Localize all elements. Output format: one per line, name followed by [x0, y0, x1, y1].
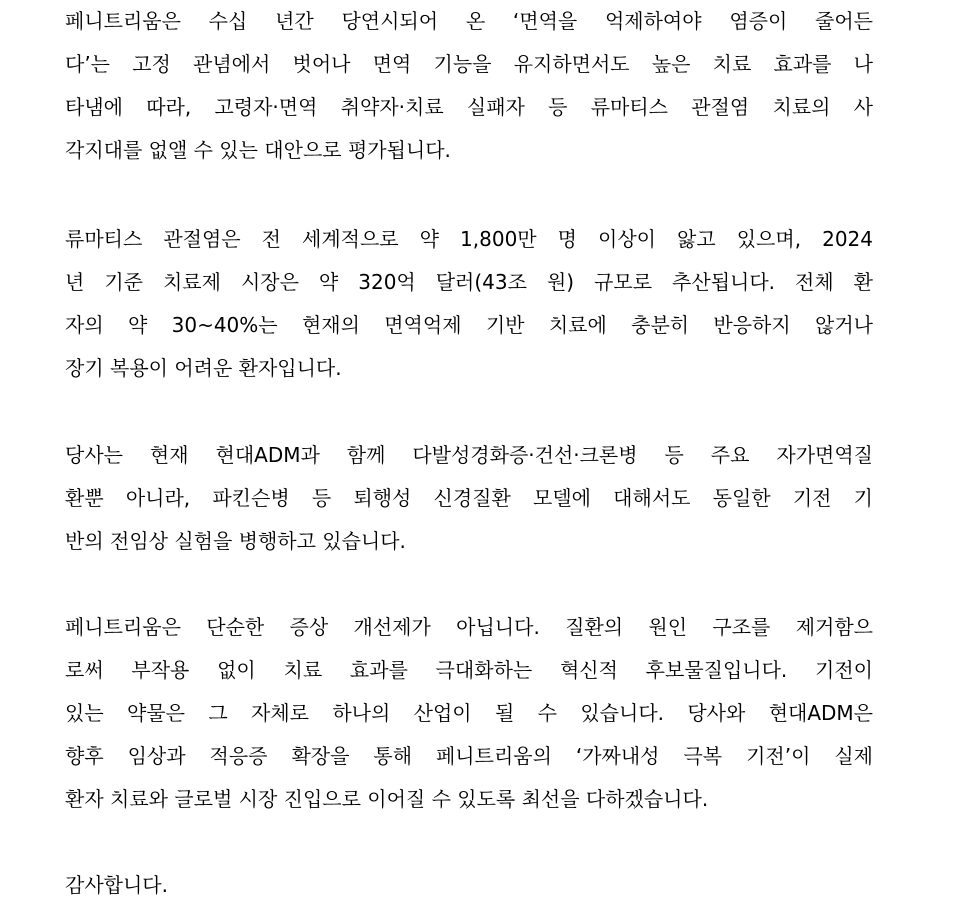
- text-line: 로써 부작용 없이 치료 효과를 극대화하는 혁신적 후보물질입니다. 기전이: [65, 658, 873, 682]
- text-line: 환자 치료와 글로벌 시장 진입으로 이어질 수 있도록 최선을 다하겠습니다.: [65, 787, 709, 811]
- paragraph-market-size: [65, 218, 873, 390]
- closing-line: 감사합니다.: [65, 873, 168, 897]
- text-line: 향후 임상과 적응증 확장을 통해 페니트리움의 ‘가짜내성 극복 기전’이 실제: [65, 744, 873, 768]
- text-line: 류마티스 관절염은 전 세계적으로 약 1,800만 명 이상이 앓고 있으며, 2024: [65, 227, 873, 251]
- text-line: 당사는 현재 현대ADM과 함께 다발성경화증·건선·크론병 등 주요 자가면역질: [65, 443, 873, 467]
- text-line: 환뿐 아니라, 파킨슨병 등 퇴행성 신경질환 모델에 대해서도 동일한 기전 기: [65, 486, 873, 510]
- text-line: 페니트리움은 단순한 증상 개선제가 아닙니다. 질환의 원인 구조를 제거함으: [65, 615, 873, 639]
- text-line: 페니트리움은 수십 년간 당연시되어 온 ‘면역을 억제하여야 염증이 줄어든: [65, 9, 873, 33]
- paragraph-penitrium-evaluation: [65, 0, 873, 172]
- text-line: 장기 복용이 어려운 환자입니다.: [65, 356, 342, 380]
- text-line: 타냄에 따라, 고령자·면역 취약자·치료 실패자 등 류마티스 관절염 치료의 사: [65, 95, 873, 119]
- text-line: 다’는 고정 관념에서 벗어나 면역 기능을 유지하면서도 높은 치료 효과를 나: [65, 52, 873, 76]
- paragraph-preclinical: [65, 434, 873, 563]
- text-line: 있는 약물은 그 자체로 하나의 산업이 될 수 있습니다. 당사와 현대ADM은: [65, 701, 873, 725]
- text-line: 년 기준 치료제 시장은 약 320억 달러(43조 원) 규모로 추산됩니다. 전체 환: [65, 270, 873, 294]
- paragraph-closing: [65, 864, 873, 907]
- text-line: 자의 약 30~40%는 현재의 면역억제 기반 치료에 충분히 반응하지 않거나: [65, 313, 873, 337]
- paragraph-innovation: [65, 606, 873, 821]
- text-line: 각지대를 없앨 수 있는 대안으로 평가됩니다.: [65, 138, 451, 162]
- text-line: 반의 전임상 실험을 병행하고 있습니다.: [65, 529, 406, 553]
